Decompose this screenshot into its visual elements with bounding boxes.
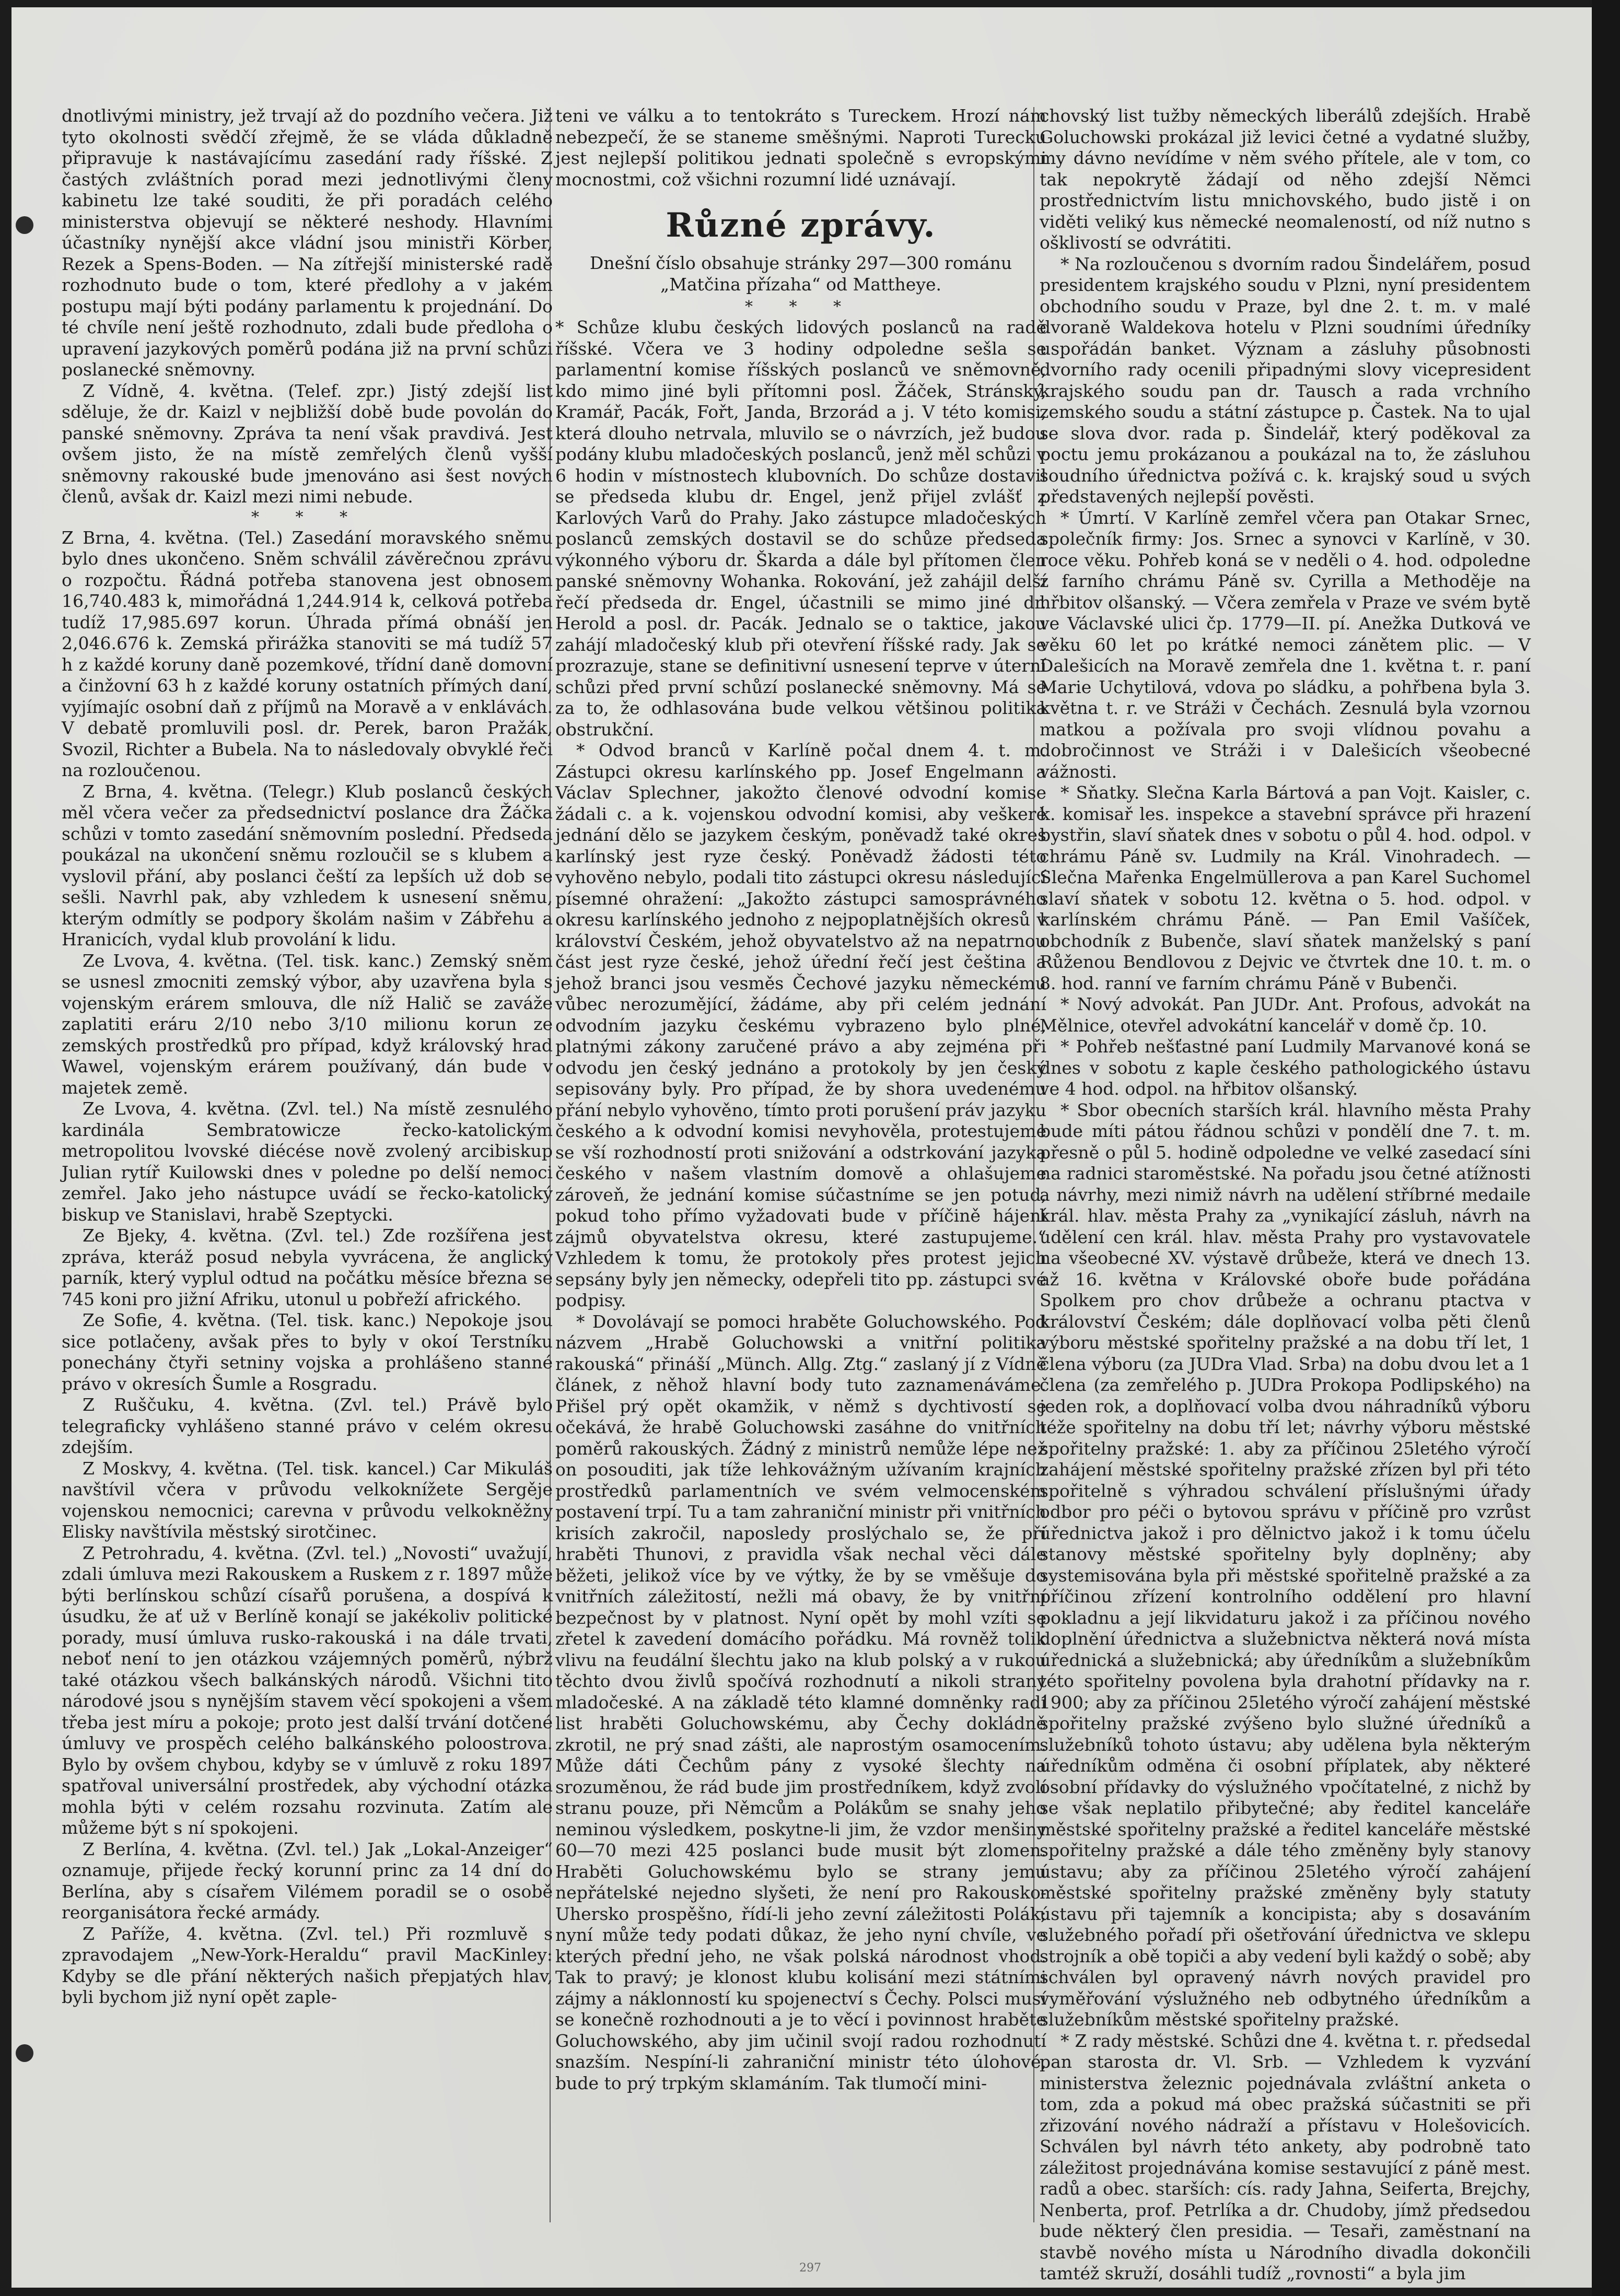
punch-hole xyxy=(16,216,33,234)
news-paragraph: Ze Sofie, 4. května. (Tel. tisk. kanc.) Nepokoje jsou sice potlačeny, avšak přes to byly v okoí Terstníku ponechány čtyři setniny vojska a prohlášeno stanné právo v okresích Šumle a Rosgradu. xyxy=(62,1310,553,1394)
news-paragraph: Z Paříže, 4. května. (Zvl. tel.) Při rozmluvě s zpravodajem „New-York-Heraldu“ pravil MacKinley: Kdyby se dle přání některých našich přepjatých hlav, byli bychom již nyní opět zaple- xyxy=(62,1923,553,2007)
news-paragraph: Z Vídně, 4. května. (Telef. zpr.) Jistý zdejší list sděluje, že dr. Kaizl v nejbližší době bude povolán do panské sněmovny. Zpráva ta není však pravdivá. Jest ovšem jisto, že na místě zemřelých členů vyšší sněmovny rakouské bude jmenováno asi šest nových členů, avšak dr. Kaizl mezi nimi nebude. xyxy=(62,380,553,507)
section-stars: * * * xyxy=(251,508,364,526)
section-title: Různé zprávy. xyxy=(666,206,936,245)
news-paragraph: teni ve válku a to tentokráto s Tureckem. Hrozí nám nebezpečí, že se staneme směšnými. Naproti Turecku jest nejlepší politikou jednati společně s evropskými mocnostmi, což všichni rozumní lidé uznávají. xyxy=(555,106,1046,190)
news-paragraph: Z Brna, 4. května. (Tel.) Zasedání moravského sněmu bylo dnes ukončeno. Sněm schválil závěrečnou zprávu o rozpočtu. Řádná potřeba stanovena jest obnosem 16,740.483 k, mimořádná 1,244.914 k, celková potřeba tudíž 17,985.697 korun. Úhrada přímá obnáší jen 2,046.676 k. Zemská přirážka stanoviti se má tudíž 57 h z každé koruny daně pozemkové, třídní daně domovní a činžovní 63 h z každé koruny ostatních přímých daní, vyjímajíc osobní daň z příjmů na Moravě a v enklávách. V debatě promluvili posl. dr. Perek, baron Pražák, Svozil, Richter a Bubela. Na to následovaly obvyklé řeči na rozloučenou. xyxy=(62,527,553,780)
column-middle xyxy=(555,106,1046,2226)
page-mark: 297 xyxy=(799,2262,821,2275)
novel-notice: Dnešní číslo obsahuje stránky 297—300 románu „Matčina přízaha“ od Mattheye. xyxy=(589,253,1012,295)
news-paragraph: Ze Lvova, 4. května. (Tel. tisk. kanc.) Zemský sněm se usnesl zmocniti zemský výbor, aby uzavřena byla s vojenským erárem smlouva, dle níž Halič se zaváže zaplatiti eráru 2/10 nebo 3/10 milionu korun ze zemských prostředků pro případ, když královský hrad Wawel, vojenským erárem používaný, dán bude v majetek země. xyxy=(62,950,553,1098)
section-stars: * * * xyxy=(744,298,857,316)
news-paragraph: * Nový advokát. Pan JUDr. Ant. Profous, advokát na Mělnice, otevřel advokátní kancelář v domě čp. 10. xyxy=(1040,994,1531,1036)
news-paragraph: Z Moskvy, 4. května. (Tel. tisk. kancel.) Car Mikuláš navštívil včera v průvodu velkoknížete Sergěje vojenskou nemocnici; carevna v průvodu velkokněžny Elisky navštívila městský sirotčinec. xyxy=(62,1458,553,1542)
news-paragraph: * Úmrtí. V Karlíně zemřel včera pan Otakar Srnec, společník firmy: Jos. Srnec a synovci v Karlíně, v 30. roce věku. Pohřeb koná se v neděli o 4. hod. odpoledne z farního chrámu Páně sv. Cyrilla a Methoděje na hřbitov olšanský. — Včera zemřela v Praze ve svém bytě ve Václavské ulici čp. 1779—II. pí. Anežka Dutková ve věku 60 let po krátké nemoci zánětem plic. — V Dalešicích na Moravě zemřela dne 1. května t. r. paní Marie Uchytilová, vdova po sládku, a pohřbena byla 3. května t. r. ve Stráži v Čechách. Zesnulá byla vzornou matkou a požívala pro svoji vlídnou povahu a dobročinnost ve Stráži i v Dalešicích všeobecné vážnosti. xyxy=(1040,507,1531,782)
news-paragraph: Z Ruščuku, 4. května. (Zvl. tel.) Právě bylo telegraficky vyhlášeno stanné právo v celém okresu zdejším. xyxy=(62,1395,553,1457)
news-paragraph: * Dovolávají se pomoci hraběte Goluchowského. Pod názvem „Hrabě Goluchowski a vnitřní politika rakouská“ přináší „Münch. Allg. Ztg.“ zaslaný jí z Vídně článek, z něhož hlavní body tuto zaznamenáváme. Přišel prý opět okamžik, v němž s dychtivostí se očekává, že hrabě Goluchowski zasáhne do vnitřních poměrů rakouských. Žádný z ministrů nemůže lépe než on posouditi, jak tíže lehkovážným užívaním krajních prostředků parlamentních ve svém velmocenském postavení trpí. Tu a tam zahraniční ministr při vnitřních krisích zakročil, naposledy proslýchalo se, že při hraběti Thunovi, z pravidla však nechal věci dále běžeti, jelikož více by ve výtky, že by se vměšuje do vnitřních záležitostí, nežli má obavy, že by vnitřní bezpečnost by v platnost. Nyní opět by mohl vzíti se zřetel k zavedení domácího pořádku. Má rovněž tolik vlivu na feudální šlechtu jako na klub polský a v rukou těchto dvou živlů spočívá rozhodnutí a nikoli strany mladočeské. A na základě této klamné domněnky radí list hraběti Goluchowskému, aby Čechy dokládně zkrotil, ne prý snad zášti, ale naprostým osamocením. Může dáti Čechům pány z vysoké šlechty na srozuměnou, že rád bude jim prostředníkem, když zvolí stranu pouze, při Němcům a Polákům se snahy jeho neminou výsledkem, poskytne-li jim, že vzdor menšiny 60—70 mezi 425 poslanci bude musit být zlomen. Hraběti Goluchowskému bylo se strany jemu nepřátelské nejedno slyšeti, že není pro Rakousko-Uhersko prospěšno, řídí-li jeho zevní záležitosti Polák; nyní může tedy podati důkaz, že jeho nyní chvíle, ve kterých přední jeho, ne však polská národnost vhod. Tak to pravý; je klonost klubu kolisání mezi státními zájmy a náklonností ku spojenectví s Čechy. Polsci musí se konečně rozhodnouti a je to věcí i povinnost hraběte Goluchowského, aby jim učinil svojí radou rozhodnutí snazším. Nespíní-li zahraniční ministr této úlohové, bude to prý trpkým sklamáním. Tak tlumočí mini- xyxy=(555,1311,1046,2093)
punch-hole xyxy=(16,2044,33,2062)
news-paragraph: chovský list tužby německých liberálů zdejších. Hrabě Goluchowski prokázal již levici četné a vydatné služby, my dávno nevídíme v něm svého přítele, ale v tom, co tak nepokrytě žádají od něho zdejší Němci prostřednictvím listu mnichovského, budo jistě i on viděti veliký kus německé neomaleností, od níž nutno s ošklivostí se odvrátiti. xyxy=(1040,106,1531,253)
news-paragraph: * Odvod branců v Karlíně počal dnem 4. t. m. Zástupci okresu karlínského pp. Josef Engelmann a Václav Splechner, jakožto členové odvodní komise žádali c. a k. vojenskou odvodní komisi, aby veškeré jednání dělo se jazykem českým, poněvadž také okres karlínský jest ryze český. Poněvadž žádosti této vyhověno nebylo, podali tito zástupci okresu následující písemné ohražení: „Jakožto zástupci samosprávného okresu karlínského jednoho z nejpoplatnějších okresů v království Českém, jehož obyvatelstvo až na nepatrnou část jest ryze české, jehož úřední řečí jest čeština a jehož branci jsou vesměs Čechové jazyku německému vůbec nerozumějící, žádáme, aby při celém jednání odvodním jazyku českému vybrazeno bylo plné, platnými zákony zaručené právo a aby zejména při odvodu jen český jednáno a protokoly by jen český sepisovány byly. Pro případ, že by shora uvedenému přání nebylo vyhověno, tímto proti porušení práv jazyku českého a k odvodní komisi nevyhověla, protestujeme se vší rozhodností proti snižování a odstrkování jazyka českého v našem vlastním domově a ohlašujeme zároveň, že jednání komise súčastníme se jen potud, pokud toho přímo vyžadovati bude v příčině hájení zájmů obyvatelstva okresu, které zastupujeme.“ Vzhledem k tomu, že protokoly přes protest jejich sepsány byly jen německy, odepřeli tito pp. zástupci své podpisy. xyxy=(555,740,1046,1310)
column-right xyxy=(1040,106,1531,2283)
news-paragraph: * Pohřeb nešťastné paní Ludmily Marvanové koná se dnes v sobotu z kaple českého pathologického ústavu ve 4 hod. odpol. na hřbitov olšanský. xyxy=(1040,1036,1531,1099)
news-paragraph: * Z rady městské. Schůzi dne 4. května t. r. předsedal pan starosta dr. Vl. Srb. — Vzhledem k vyzvání ministerstva železnic pojednávala zvláštní anketa o tom, zda a pokud má obec pražská súčastniti se při zřizování nového nádraží a přístavu v Holešovicích. Schválen byl návrh této ankety, aby podrobně tato záležitost projednávána komise sestavující z páně mest. radů a obec. starších: cís. rady Jahna, Seiferta, Brejchy, Nenberta, prof. Petrlíka a dr. Chudoby, jímž předsedou bude některý člen presidia. — Tesaři, zaměstnaní na stavbě nového místa u Národního divadla dokončili tamtéž skruží, dosáhli tudíž „rovnosti“ a byla jim xyxy=(1040,2030,1531,2283)
news-paragraph: Z Brna, 4. května. (Telegr.) Klub poslanců českých měl včera večer za předsednictví poslance dra Žáčka schůzi v tomto zasedání sněmovním poslední. Předseda poukázal na ukončení sněmu rozloučil se s klubem a vyslovil přání, aby poslanci čeští za lepších už dob se sešli. Navrhl pak, aby vzhledem k usnesení sněmu, kterým odmítly se podpory školám našim v Zábřehu a Hranicích, vydal klub provolání k lidu. xyxy=(62,781,553,950)
news-paragraph: Ze Bjeky, 4. května. (Zvl. tel.) Zde rozšířena jest zpráva, kteráž posud nebyla vyvrácena, že anglický parník, který vyplul odtud na počátku měsíce března se 745 koni pro jižní Afriku, utonul u pobřeží afrického. xyxy=(62,1225,553,1309)
news-paragraph: dnotlivými ministry, jež trvají až do pozdního večera. Již tyto okolnosti svědčí zřejmě, že se vláda důkladně připravuje k nastávajícímu zasedání rady říšské. Z častých zvláštních porad mezi jednotlivými členy kabinetu lze také souditi, že při poradách celého ministerstva objevují se některé neshody. Hlavními účastníky nynější akce vládní jsou ministři Körber, Rezek a Spens-Boden. — Na zítřejší ministerské radě rozhodnuto bude o tom, které předlohy a v jakém postupu mají býti podány parlamentu k projednání. Do té chvíle není ještě rozhodnuto, zdali bude předloha o upravení jazykových poměrů podána již na první schůzi poslanecké sněmovny. xyxy=(62,106,553,380)
news-paragraph: Ze Lvova, 4. května. (Zvl. tel.) Na místě zesnulého kardinála Sembratowicze řecko-katolickým metropolitou lvovské diécése nově zvolený arcibiskup Julian rytíř Kuilowski dnes v poledne po delší nemoci zemřel. Jako jeho nástupce uvádí se řecko-katolický biskup ve Stanislavi, hrabě Szeptycki. xyxy=(62,1098,553,1225)
news-paragraph: * Schůze klubu českých lidových poslanců na radě říšské. Včera ve 3 hodiny odpoledne sešla se parlamentní komise říšských poslanců ve sněmovně, kdo mimo jiné byli přítomni posl. Žáček, Stránský, Kramář, Pacák, Fořt, Janda, Brzorád a j. V této komisi, která dlouho netrvala, mluvilo se o návrzích, jež budou podány klubu mladočeských poslanců, jenž měl schůzi v 6 hodin v místnostech klubovních. Do schůze dostavil se předseda klubu dr. Engel, jenž přijel zvlášť z Karlových Varů do Prahy. Jako zástupce mladočeských poslanců zemských dostavil se do schůze předseda výkonného výboru dr. Škarda a dále byl přítomen člen panské sněmovny Wohanka. Rokování, jež zahájil delší řečí předseda dr. Engel, účastnili se mimo jiné dr. Herold a posl. dr. Pacák. Jednalo se o taktice, jakou zahájí mladočeský klub při otevření říšské rady. Jak se prozrazuje, stane se definitivní usnesení teprve v úterní schůzi před první schůzí poslanecké sněmovny. Má se za to, že odhlasována bude velkou většinou politika obstrukční. xyxy=(555,317,1046,740)
news-paragraph: Z Berlína, 4. května. (Zvl. tel.) Jak „Lokal-Anzeiger“ oznamuje, přijede řecký korunní princ za 14 dní do Berlína, aby s císařem Vilémem poradil se o osobě reorganisátora řecké armády. xyxy=(62,1838,553,1923)
news-paragraph: * Sňatky. Slečna Karla Bártová a pan Vojt. Kaisler, c. k. komisař les. inspekce a stavební správce při hrazení bystřin, slaví sňatek dnes v sobotu o půl 4. hod. odpol. v chrámu Páně sv. Ludmily na Král. Vinohradech. — Slečna Mařenka Engelmüllerova a pan Karel Suchomel slaví sňatek v sobotu 12. května o 5. hod. odpol. v karlínském chrámu Páně. — Pan Emil Vašíček, obchodník z Bubenče, slaví sňatek manželský s paní Růženou Bendlovou z Dejvic ve čtvrtek dne 10. t. m. o 8. hod. ranní ve farním chrámu Páně v Bubenči. xyxy=(1040,782,1531,993)
news-paragraph: * Na rozloučenou s dvorním radou Šindelářem, posud presidentem krajského soudu v Plzni, nyní presidentem obchodního soudu v Praze, byl dne 2. t. m. v malé dvoraně Waldekova hotelu v Plzni soudními úředníky uspořádán banket. Význam a zásluhy působnosti dvorního rady ocenili připadnými slovy vicepresident krajského soudu pan dr. Tausch a rada vrchního zemského soudu a státní zástupce p. Častek. Na to ujal se slova dvor. rada p. Šindelář, který poděkoval za poctu jemu prokázanou a poukázal na to, že zásluhou soudního úřednictva požívá c. k. krajský soud u svých představených nejlepší pověsti. xyxy=(1040,253,1531,507)
column-left xyxy=(62,106,553,2226)
scan-edge xyxy=(1592,0,1620,2296)
news-paragraph: * Sbor obecních starších král. hlavního města Prahy bude míti pátou řádnou schůzi v pondělí dne 7. t. m. přesně o půl 5. hodině odpoledne ve velké zasedací síni na radnici staroměstské. Na pořadu jsou četné atížnosti a návrhy, mezi nimiž návrh na udělení stříbrné medaile král. hlav. města Prahy za „vynikající zásluh, návrh na udělení cen král. hlav. města Prahy pro vystavovatele na všeobecné XV. výstavě drůbeže, která ve dnech 13. až 16. května v Královské oboře bude pořádána Spolkem pro chov drůbeže a ochranu ptactva v království Českém; dále doplňovací volba pěti členů výboru městské spořitelny pražské a na dobu tří let, 1 člena výboru (za JUDra Vlad. Srba) na dobu dvou let a 1 člena (za zemřelého p. JUDra Prokopa Podlipského) na jeden rok, a doplňovací volba dvou náhradníků výboru téže spořitelny na dobu tří let; návrhy výboru městské spořitelny pražské: 1. aby za příčinou 25letého výročí zahájení městské spořitelny pražské zřízen byl při této spořitelně s výhradou schválení příslušnými úřady odbor pro péči o bytovou správu v příčině pro vzrůst úřednictva jakož i pro dělnictvo jakož i k tomu účelu stanovy městské spořitelny byly doplněny; aby systemisována byla při městské spořitelně pražské a za příčinou zřízení kontrolního oddělení pro hlavní pokladnu a její likvidaturu jakož i za příčinou nového doplnění úřednictva a služebnictva některá nová místa úřednická a služebnická; aby úředníkům a služebníkům této spořitelny povolena byla drahotní přídavky na r. 1900; aby za příčinou 25letého výročí zahájení městské spořitelny pražské zvýšeno bylo služné úředníků a služebníků tohoto ústavu; aby udělena byla některým úředníkům odměna či osobní příplatek, aby některé osobní přídavky do výslužného vpočítatelné, z nichž by se však neplatilo přibytečné; aby ředitel kanceláře městské spořitelny pražské a ředitel kanceláře městské spořitelny pražské a dále tého změněny byly stanovy ústavu; aby za příčinou 25letého výročí zahájení městské spořitelny pražské změněny byly statuty ústavu při tajemník a koncipista; aby s dosaváním služebného pořadí při ošetřování úřednictva ve sklepu strojník a obě topiči a aby vedení byli každý o sobě; aby schválen byl opravený návrh nových pravidel pro vyměřování výslužného neb odbytného úředníkům a služebníkům městské spořitelny pražské. xyxy=(1040,1099,1531,2030)
news-paragraph: Z Petrohradu, 4. května. (Zvl. tel.) „Novosti“ uvažují, zdali úmluva mezi Rakouskem a Ruskem z r. 1897 může býti berlínskou schůzí císařů porušena, a dospívá k úsudku, že ať už v Berlíně konají se jakékoliv politické porady, musí úmluva rusko-rakouská i na dále trvati, neboť není to jen otázkou vzájemných poměrů, nýbrž také otázkou všech balkánských národů. Všichni tito národové jsou s nynějším stavem věcí spokojeni a všem třeba jest míru a pokoje; proto jest další trvání dotčené úmluvy ve prospěch celého balkánského poloostrova. Bylo by ovšem chybou, kdyby se v úmluvě z roku 1897 spatřoval universální prostředek, aby východní otázka mohla býti v celém rozsahu rozvinuta. Zatím ale můžeme být s ní spokojeni. xyxy=(62,1542,553,1838)
